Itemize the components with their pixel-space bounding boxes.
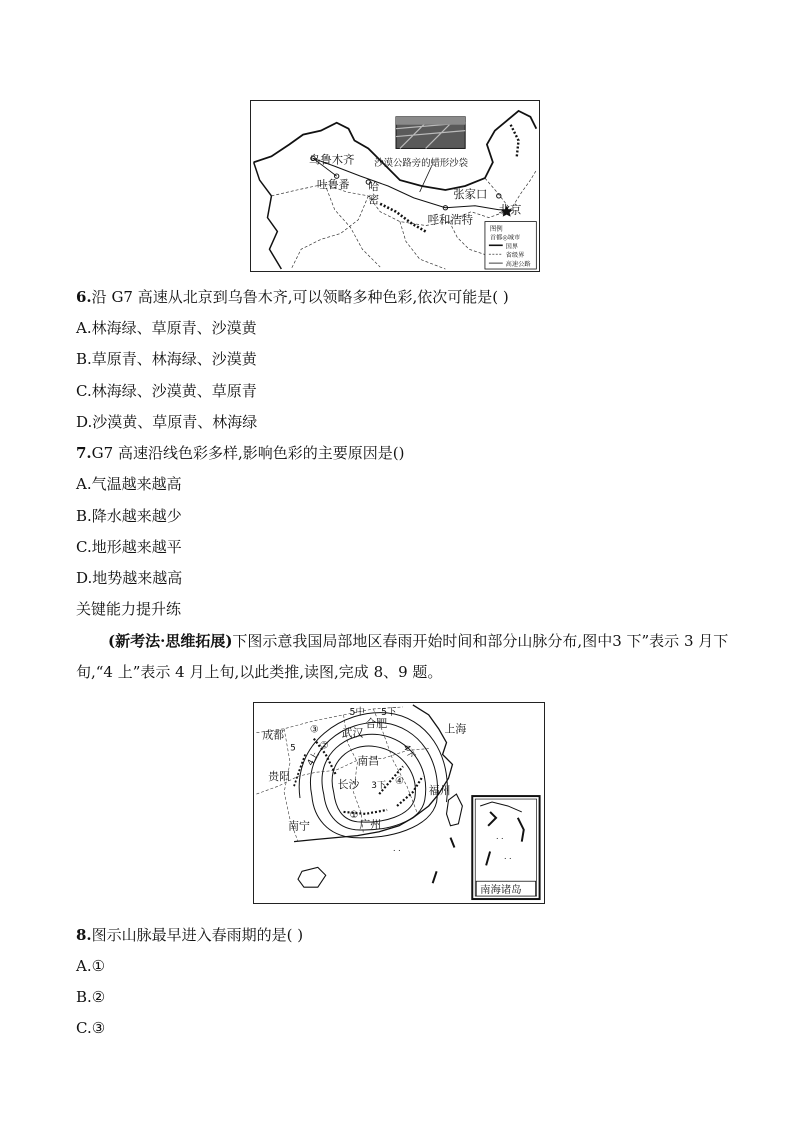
question-8-option-c: C.③	[76, 1019, 106, 1037]
provincial-border	[400, 222, 445, 269]
label-zhangjiakou: 张家口	[453, 186, 488, 201]
section-title: 关键能力提升练	[76, 600, 182, 618]
city-changsha: 长沙	[337, 778, 360, 792]
great-wall	[511, 125, 519, 159]
country-outline-west	[254, 162, 282, 269]
legend-highway: 高速公路	[505, 261, 531, 269]
question-7-number: 7.	[76, 444, 92, 462]
question-8-number: 8.	[76, 926, 92, 944]
city-hefei: 合肥	[365, 716, 388, 730]
great-wall	[380, 204, 425, 232]
isoline-label-3-late: 3下	[371, 781, 386, 792]
question-7-stem	[76, 443, 404, 463]
question-7-text: G7 高速沿线色彩多样,影响色彩的主要原因是()	[91, 444, 405, 462]
label-urumqi: 乌鲁木齐	[309, 152, 355, 167]
label-beijing: 北京	[498, 202, 522, 217]
intro-tag: (新考法·思维拓展)	[108, 632, 233, 650]
question-8-option-a: A.①	[76, 957, 106, 975]
map-spring-rain-svg	[254, 703, 544, 903]
question-6-option-b: B.草原青、林海绿、沙漠黄	[76, 350, 257, 368]
question-7-option-d: D.地势越来越高	[76, 569, 183, 587]
question-7-option-a: A.气温越来越高	[76, 475, 182, 493]
label-turpan: 吐鲁番	[316, 177, 350, 191]
label-hami: 哈密	[368, 179, 380, 206]
question-6-number: 6.	[76, 288, 92, 306]
map-g7-highway	[250, 100, 540, 272]
question-6-option-a: A.林海绿、草原青、沙漠黄	[76, 319, 257, 337]
mountain-marker-3: ③	[309, 724, 319, 736]
isoline-label-5: 5	[290, 743, 296, 754]
question-7-option-b: B.降水越来越少	[76, 507, 182, 525]
mountain-range	[294, 753, 306, 787]
svg-text:· ·: · ·	[503, 854, 512, 864]
isoline-label-5-late: 5下	[381, 706, 397, 718]
hainan-island	[298, 867, 326, 887]
legend-capital-city: 首都◎城市	[489, 234, 521, 242]
city-chengdu: 成都	[262, 728, 285, 742]
question-6-option-c: C.林海绿、沙漠黄、草原青	[76, 382, 257, 400]
city-nanning: 南宁	[288, 819, 310, 833]
mountain-marker-2: ②	[319, 740, 329, 752]
map-spring-rain	[253, 702, 545, 904]
map-legend	[485, 222, 536, 269]
inset-label: 南海诸岛	[480, 884, 522, 897]
provincial-border	[291, 196, 368, 269]
question-8-text: 图示山脉最早进入春雨期的是( )	[91, 926, 304, 944]
isoline-label-4-early: 4上	[305, 750, 322, 768]
label-hohhot: 呼和浩特	[427, 212, 474, 227]
question-6-text: 沿 G7 高速从北京到乌鲁木齐,可以领略多种色彩,依次可能是( )	[91, 288, 509, 306]
intro-text: 下图示意我国局部地区春雨开始时间和部分山脉分布,图中3 下”表示 3 月下旬,“4 上”表示 4 月上旬,以此类推,读图,完成 8、9 题。	[76, 632, 729, 681]
city-fuzhou: 福州	[428, 784, 451, 798]
legend-title: 图例	[489, 224, 503, 233]
map-g7-svg	[251, 101, 539, 271]
isoline-label-5-mid: 5中	[349, 706, 365, 718]
city-shanghai: 上海	[444, 722, 467, 736]
city-guiyang: 贵阳	[268, 770, 291, 784]
svg-text:· ·: · ·	[393, 846, 401, 856]
national-border	[254, 111, 537, 190]
svg-text:· ·: · ·	[496, 834, 504, 844]
question-7-option-c: C.地形越来越平	[76, 538, 182, 556]
south-china-sea-inset	[472, 796, 539, 899]
mountain-marker-1: ①	[349, 809, 359, 821]
mountain-marker-4: ④	[395, 776, 404, 788]
question-6-option-d: D.沙漠黄、草原青、林海绿	[76, 413, 258, 431]
city-guangzhou: 广州	[359, 817, 382, 831]
city-nanchang: 南昌	[357, 754, 380, 768]
label-sandbags: 沙漠公路旁的蜡形沙袋	[374, 158, 469, 170]
city-wuhan: 武汉	[341, 726, 364, 740]
question-6-stem	[76, 287, 509, 307]
taiwan-island	[447, 794, 463, 826]
question-8-stem	[76, 925, 303, 945]
legend-national-border: 国界	[505, 243, 519, 251]
intro-paragraph	[76, 626, 748, 688]
isoline-label-4-late: 4下	[400, 743, 417, 761]
question-8-option-b: B.②	[76, 988, 106, 1006]
legend-provincial-border: 省级界	[505, 252, 525, 260]
